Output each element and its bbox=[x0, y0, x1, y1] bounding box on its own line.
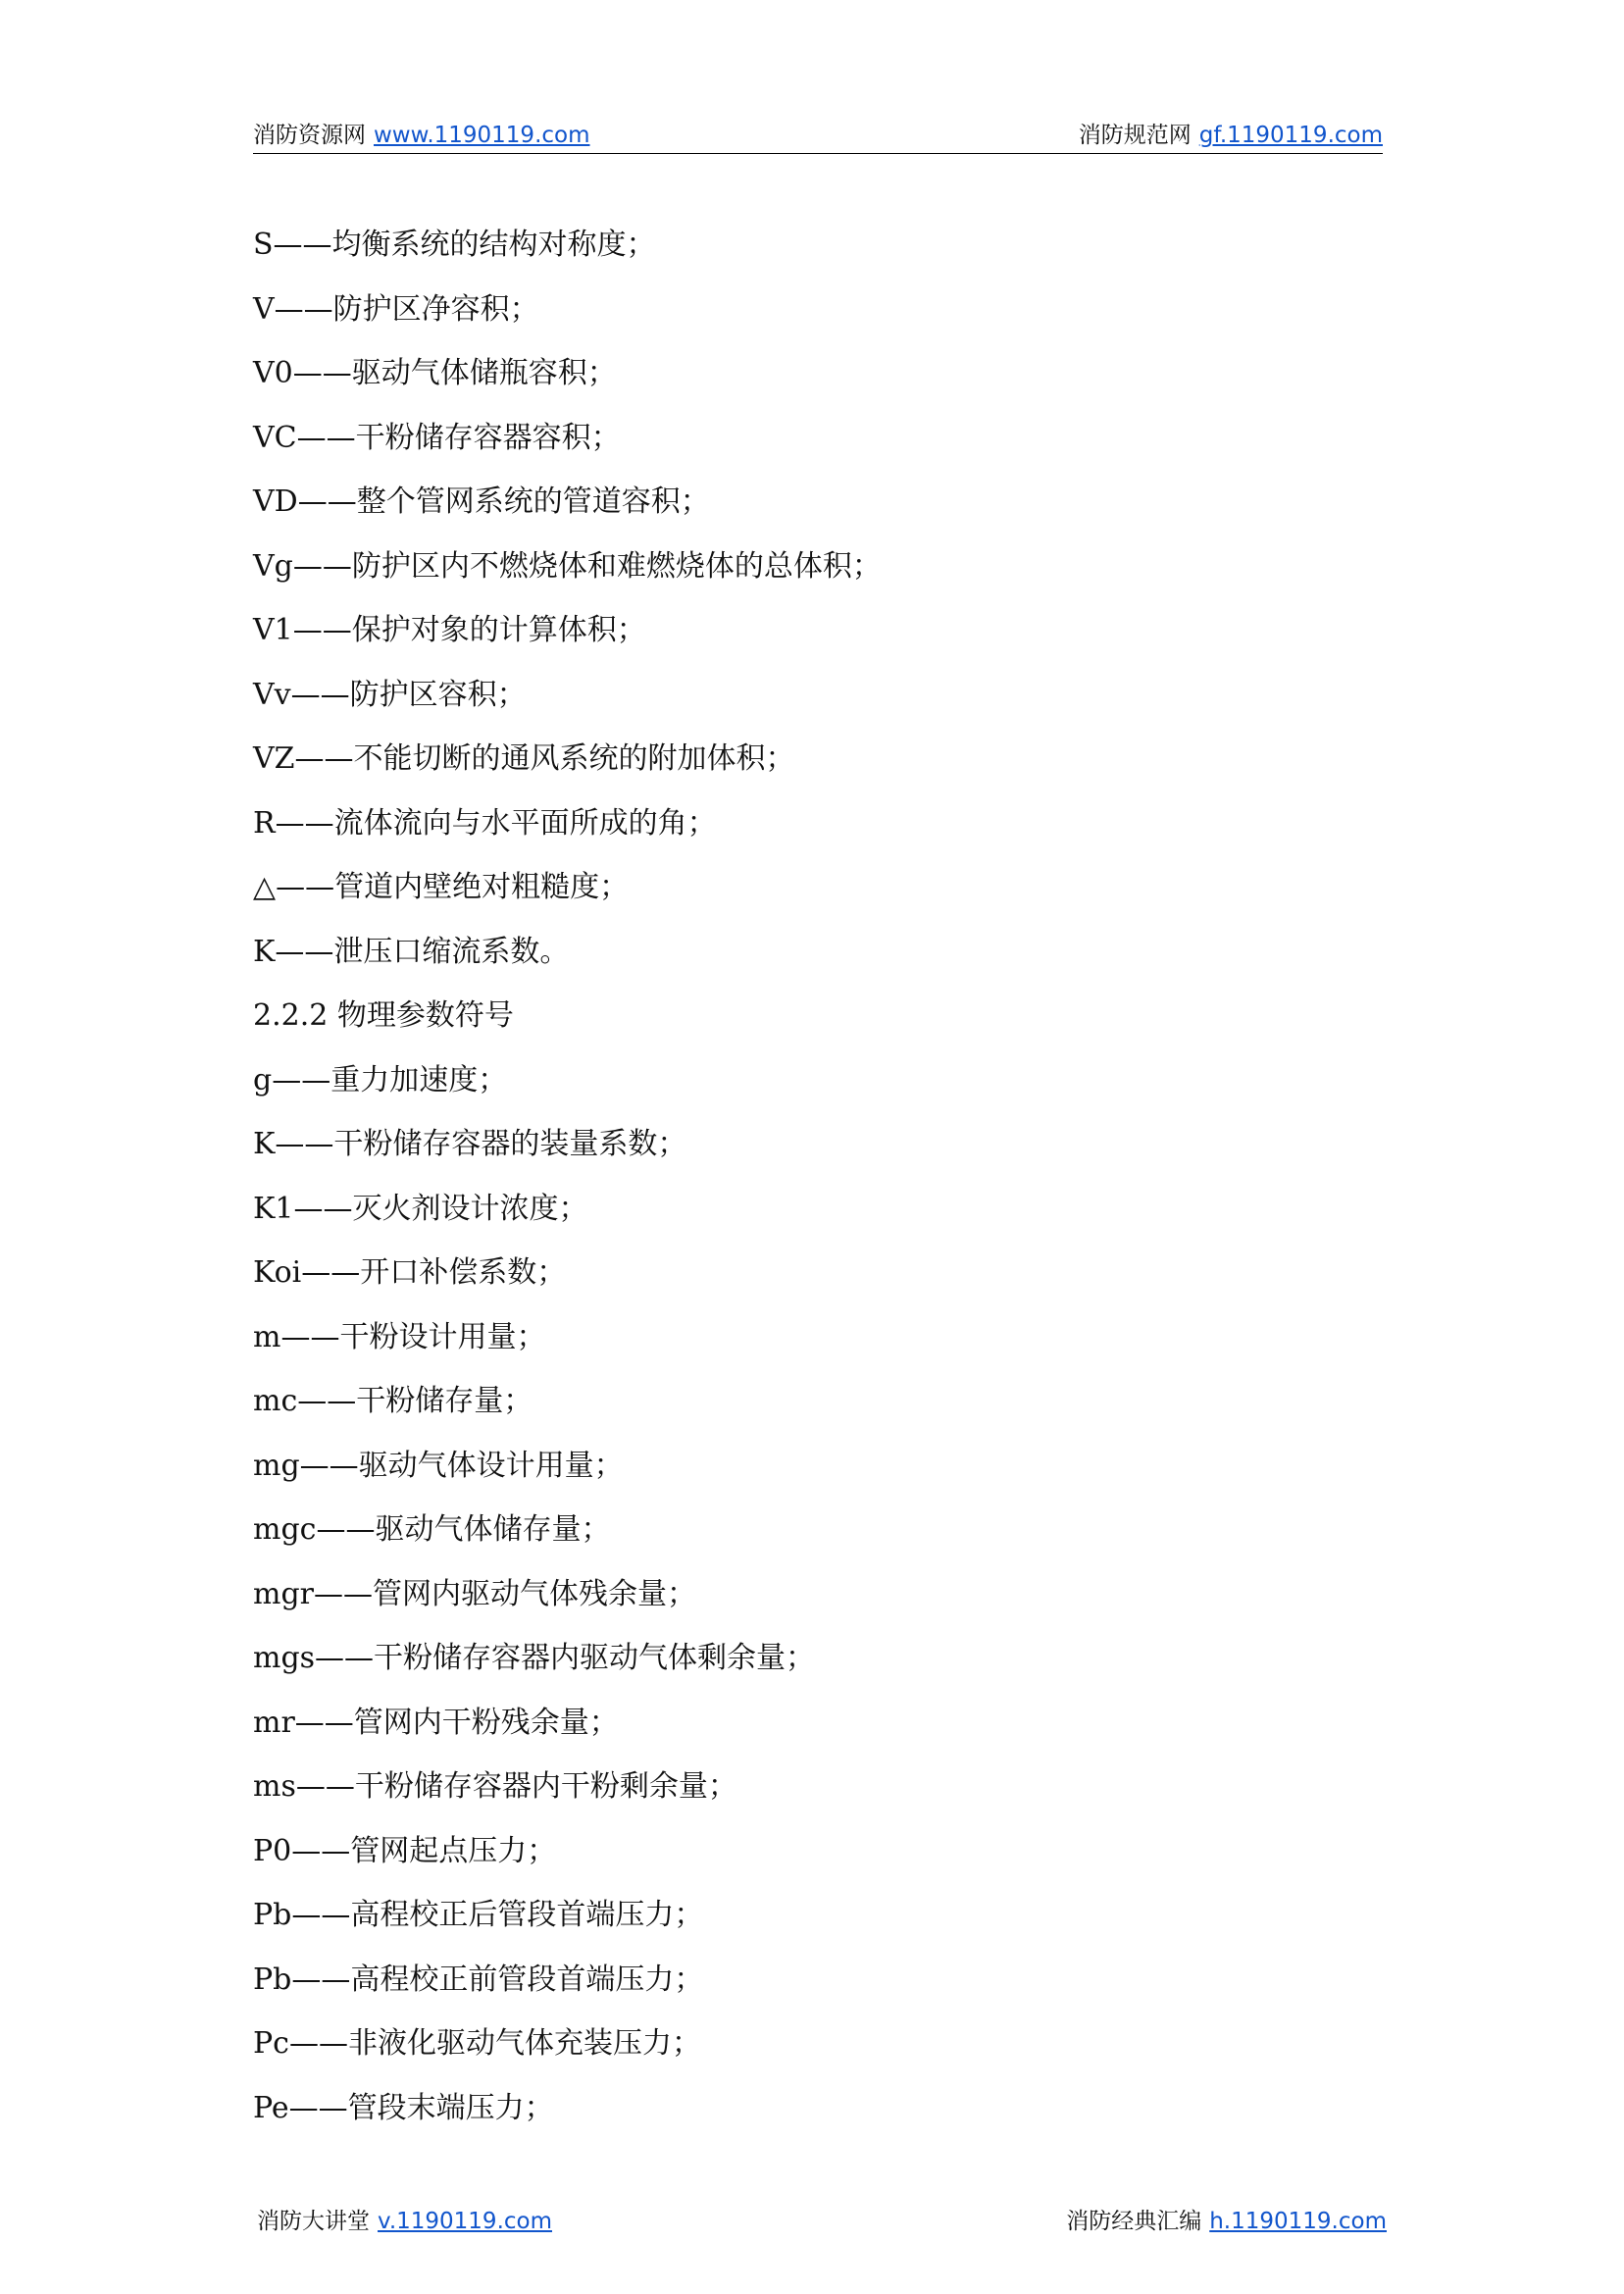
list-item: Pb——高程校正前管段首端压力； bbox=[253, 1962, 704, 1997]
list-item: g——重力加速度； bbox=[253, 1062, 508, 1097]
footer-classic-link[interactable]: h.1190119.com bbox=[1209, 2209, 1387, 2234]
list-item: mg——驱动气体设计用量； bbox=[253, 1448, 624, 1483]
list-item: mgc——驱动气体储存量； bbox=[253, 1512, 611, 1547]
header-site-label: 消防资源网 bbox=[253, 123, 366, 148]
list-item: K1——灭火剂设计浓度； bbox=[253, 1191, 588, 1226]
footer-right bbox=[1066, 2203, 1387, 2235]
header-site-link[interactable]: www.1190119.com bbox=[374, 123, 590, 148]
header-spec-link[interactable]: gf.1190119.com bbox=[1198, 123, 1383, 148]
list-item: mgs——干粉储存容器内驱动气体剩余量； bbox=[253, 1641, 816, 1675]
list-item: R——流体流向与水平面所成的角； bbox=[253, 805, 717, 841]
footer-classic-label: 消防经典汇编 bbox=[1066, 2209, 1202, 2234]
list-item: Pe——管段末端压力； bbox=[253, 2090, 554, 2125]
page-footer bbox=[257, 2203, 1387, 2242]
header-left bbox=[253, 117, 590, 149]
list-item: mc——干粉储存量； bbox=[253, 1384, 533, 1418]
symbol-list bbox=[253, 221, 1383, 2148]
footer-lecture-label: 消防大讲堂 bbox=[257, 2209, 370, 2234]
list-item: Koi——开口补偿系数； bbox=[253, 1255, 567, 1290]
list-item: V0——驱动气体储瓶容积； bbox=[253, 356, 617, 390]
list-item: mr——管网内干粉残余量； bbox=[253, 1705, 619, 1740]
list-item: K——泄压口缩流系数。 bbox=[253, 934, 570, 969]
list-item: VC——干粉储存容器容积； bbox=[253, 420, 621, 455]
list-item: VZ——不能切断的通风系统的附加体积； bbox=[253, 741, 795, 776]
list-item: ms——干粉储存容器内干粉剩余量； bbox=[253, 1769, 737, 1804]
header-spec-label: 消防规范网 bbox=[1078, 123, 1192, 148]
list-item: K——干粉储存容器的装量系数； bbox=[253, 1127, 687, 1161]
list-item: Pb——高程校正后管段首端压力； bbox=[253, 1898, 704, 1932]
list-item: Vv——防护区容积； bbox=[253, 677, 527, 712]
list-item: △——管道内壁绝对粗糙度； bbox=[253, 870, 630, 904]
list-item: P0——管网起点压力； bbox=[253, 1833, 557, 1868]
list-item: V1——保护对象的计算体积； bbox=[253, 613, 646, 647]
list-item: Vg——防护区内不燃烧体和难燃烧体的总体积； bbox=[253, 548, 882, 584]
list-item: V——防护区净容积； bbox=[253, 291, 539, 327]
list-item: S——均衡系统的结构对称度； bbox=[253, 228, 656, 262]
footer-lecture-link[interactable]: v.1190119.com bbox=[378, 2209, 553, 2234]
list-item: Pc——非液化驱动气体充装压力； bbox=[253, 2026, 701, 2061]
list-item: VD——整个管网系统的管道容积； bbox=[253, 484, 710, 519]
section-heading: 2.2.2 物理参数符号 bbox=[253, 998, 514, 1033]
list-item: mgr——管网内驱动气体残余量； bbox=[253, 1576, 696, 1611]
header-right bbox=[1079, 117, 1383, 149]
page-header bbox=[253, 116, 1383, 154]
footer-left bbox=[257, 2203, 552, 2235]
list-item: m——干粉设计用量； bbox=[253, 1319, 546, 1354]
